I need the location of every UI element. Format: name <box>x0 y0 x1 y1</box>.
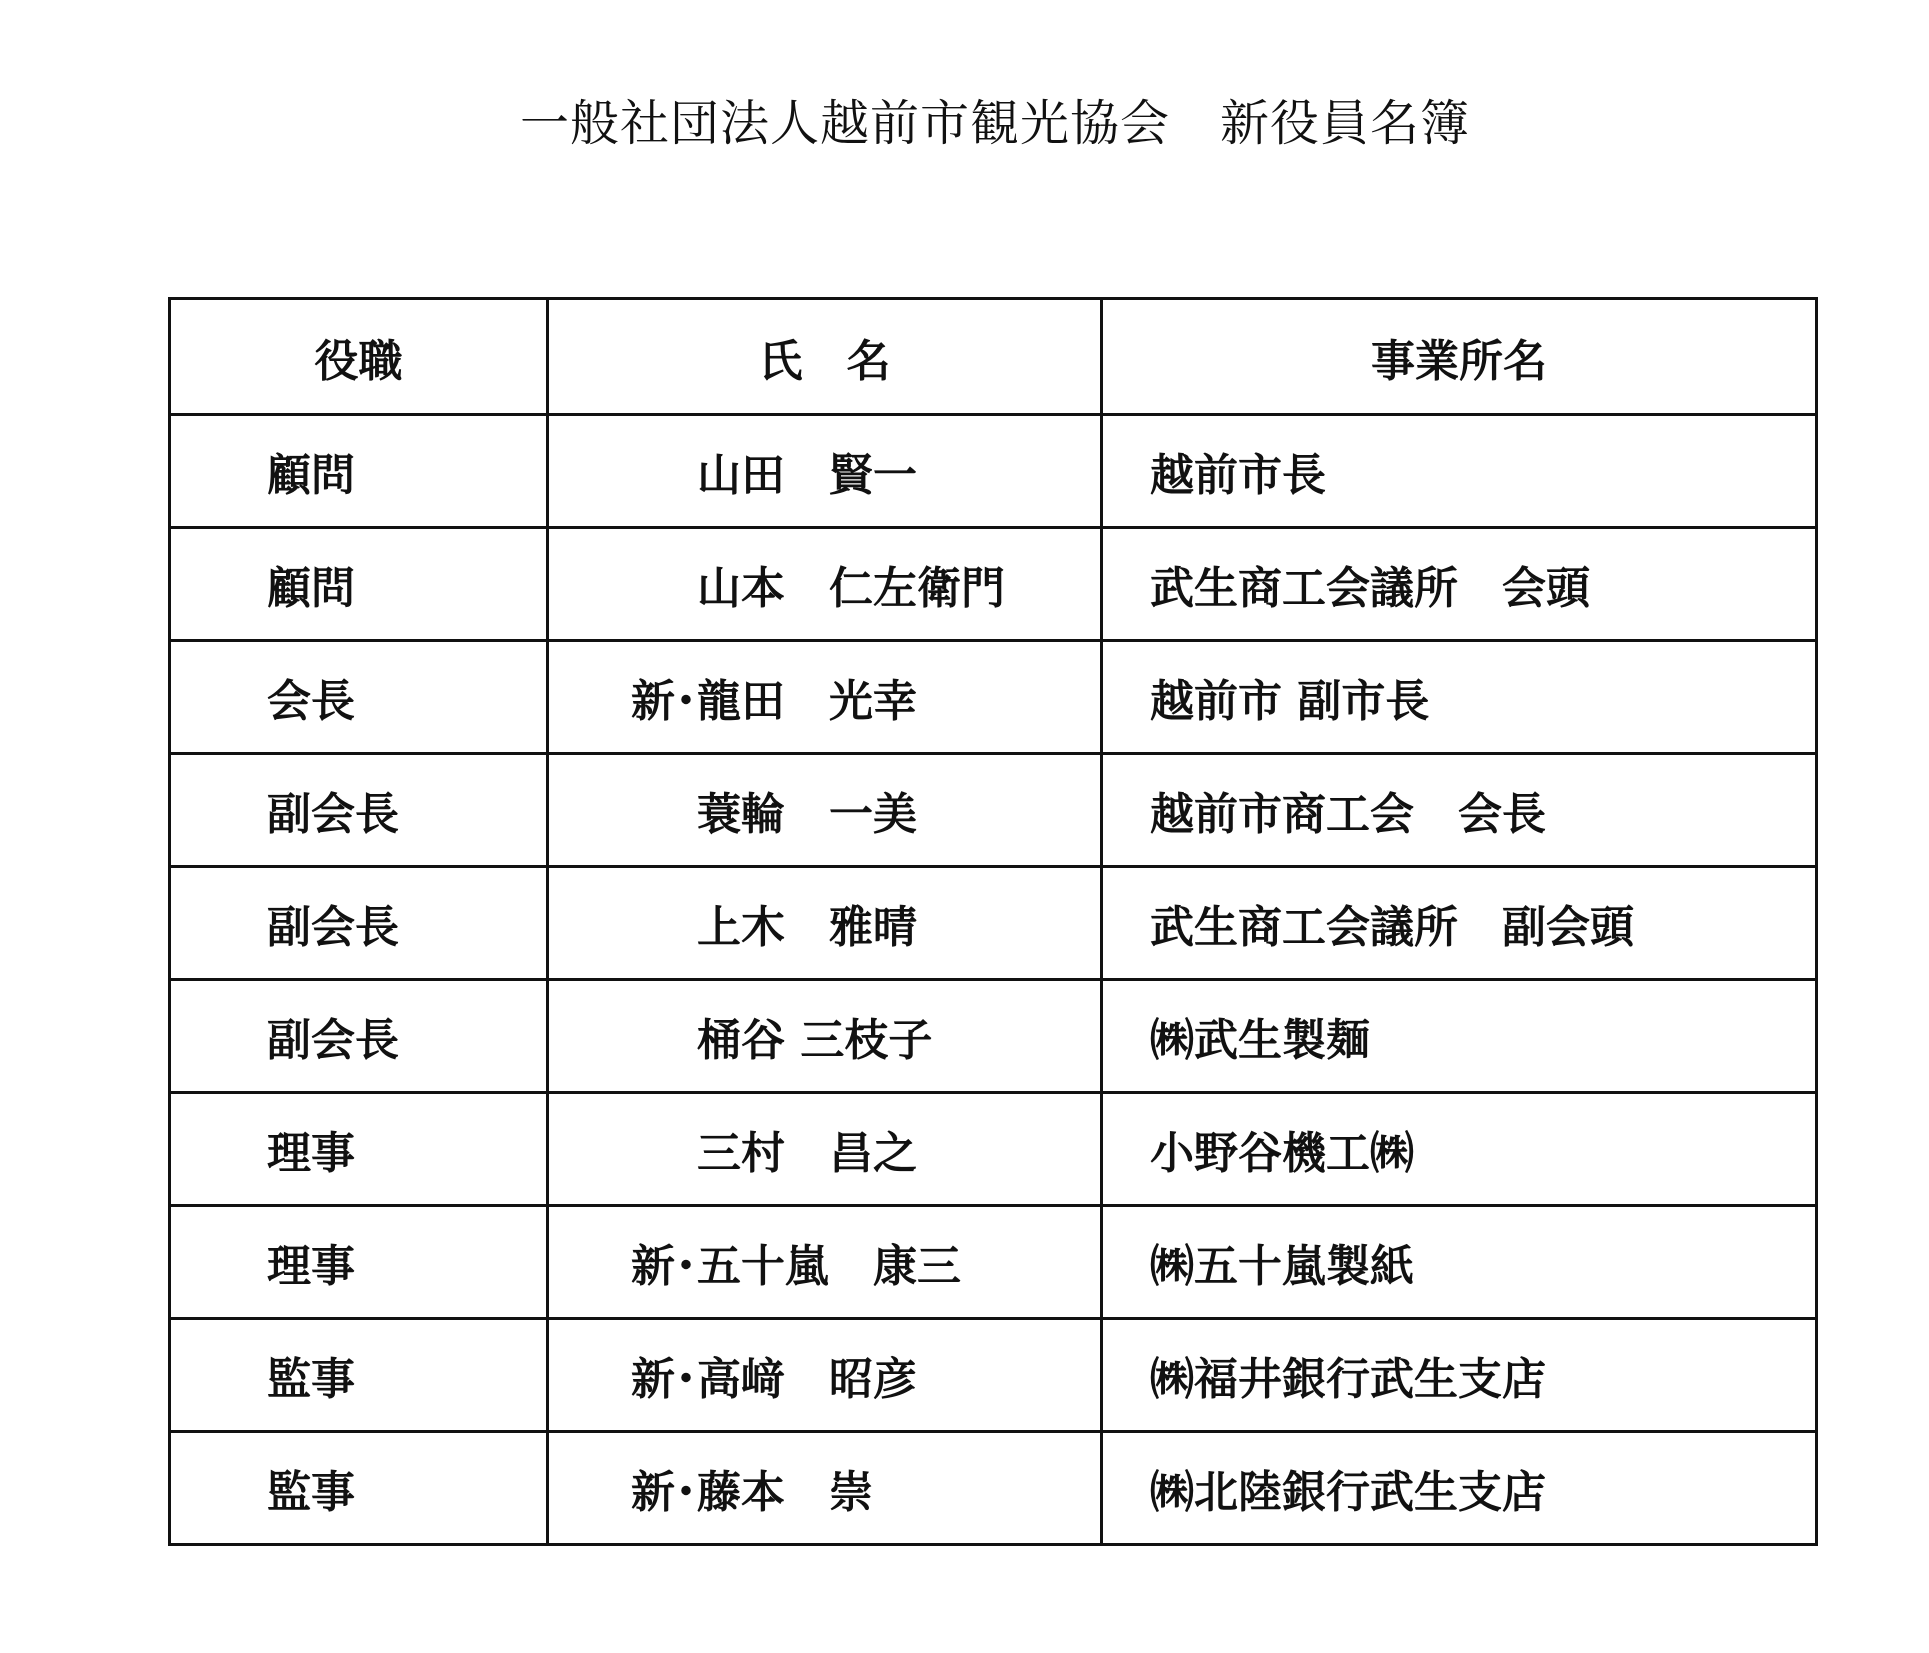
person-name: 高﨑 昭彦 <box>697 1354 917 1405</box>
table-row <box>170 641 1817 754</box>
table-row <box>170 980 1817 1093</box>
name-cell <box>548 1319 1102 1432</box>
person-name: 桶谷 三枝子 <box>697 1015 933 1066</box>
role-cell: 副会長 <box>170 980 548 1093</box>
table-row <box>170 1319 1817 1432</box>
header-name: 氏 名 <box>548 299 1102 415</box>
person-name: 山田 賢一 <box>697 450 917 501</box>
name-cell <box>548 1093 1102 1206</box>
table-row <box>170 867 1817 980</box>
person-name: 藤本 崇 <box>697 1467 873 1518</box>
name-cell <box>548 1206 1102 1319</box>
person-name: 三村 昌之 <box>697 1128 917 1179</box>
header-role: 役職 <box>170 299 548 415</box>
name-cell <box>548 528 1102 641</box>
organization-cell: 小野谷機工㈱ <box>1102 1093 1817 1206</box>
organization-cell: 越前市商工会 会長 <box>1102 754 1817 867</box>
role-cell: 副会長 <box>170 754 548 867</box>
role-cell: 顧問 <box>170 528 548 641</box>
role-cell: 理事 <box>170 1206 548 1319</box>
table-row <box>170 1206 1817 1319</box>
name-cell <box>548 1432 1102 1545</box>
person-name: 上木 雅晴 <box>697 902 917 953</box>
person-name: 蓑輪 一美 <box>697 789 917 840</box>
name-cell <box>548 754 1102 867</box>
organization-cell: 越前市長 <box>1102 415 1817 528</box>
organization-cell: ㈱福井銀行武生支店 <box>1102 1319 1817 1432</box>
page-title: 一般社団法人越前市観光協会 新役員名簿 <box>519 95 1470 152</box>
role-cell: 会長 <box>170 641 548 754</box>
officer-roster-table <box>168 297 1818 1546</box>
name-cell <box>548 980 1102 1093</box>
new-marker: 新･ <box>631 676 697 727</box>
new-marker: 新･ <box>631 1354 697 1405</box>
new-marker: 新･ <box>631 1241 697 1292</box>
person-name: 龍田 光幸 <box>697 676 917 727</box>
table-row <box>170 415 1817 528</box>
organization-cell: 武生商工会議所 副会頭 <box>1102 867 1817 980</box>
person-name: 五十嵐 康三 <box>697 1241 961 1292</box>
role-cell: 理事 <box>170 1093 548 1206</box>
name-cell <box>548 415 1102 528</box>
name-cell <box>548 641 1102 754</box>
role-cell: 副会長 <box>170 867 548 980</box>
role-cell: 監事 <box>170 1319 548 1432</box>
organization-cell: ㈱北陸銀行武生支店 <box>1102 1432 1817 1545</box>
role-cell: 監事 <box>170 1432 548 1545</box>
header-organization: 事業所名 <box>1102 299 1817 415</box>
organization-cell: ㈱五十嵐製紙 <box>1102 1206 1817 1319</box>
table-row <box>170 1093 1817 1206</box>
new-marker: 新･ <box>631 1467 697 1518</box>
role-cell: 顧問 <box>170 415 548 528</box>
table-row <box>170 528 1817 641</box>
table-row <box>170 1432 1817 1545</box>
person-name: 山本 仁左衛門 <box>697 563 1005 614</box>
organization-cell: 武生商工会議所 会頭 <box>1102 528 1817 641</box>
header-row <box>170 299 1817 415</box>
organization-cell: ㈱武生製麺 <box>1102 980 1817 1093</box>
table-row <box>170 754 1817 867</box>
organization-cell: 越前市 副市長 <box>1102 641 1817 754</box>
name-cell <box>548 867 1102 980</box>
